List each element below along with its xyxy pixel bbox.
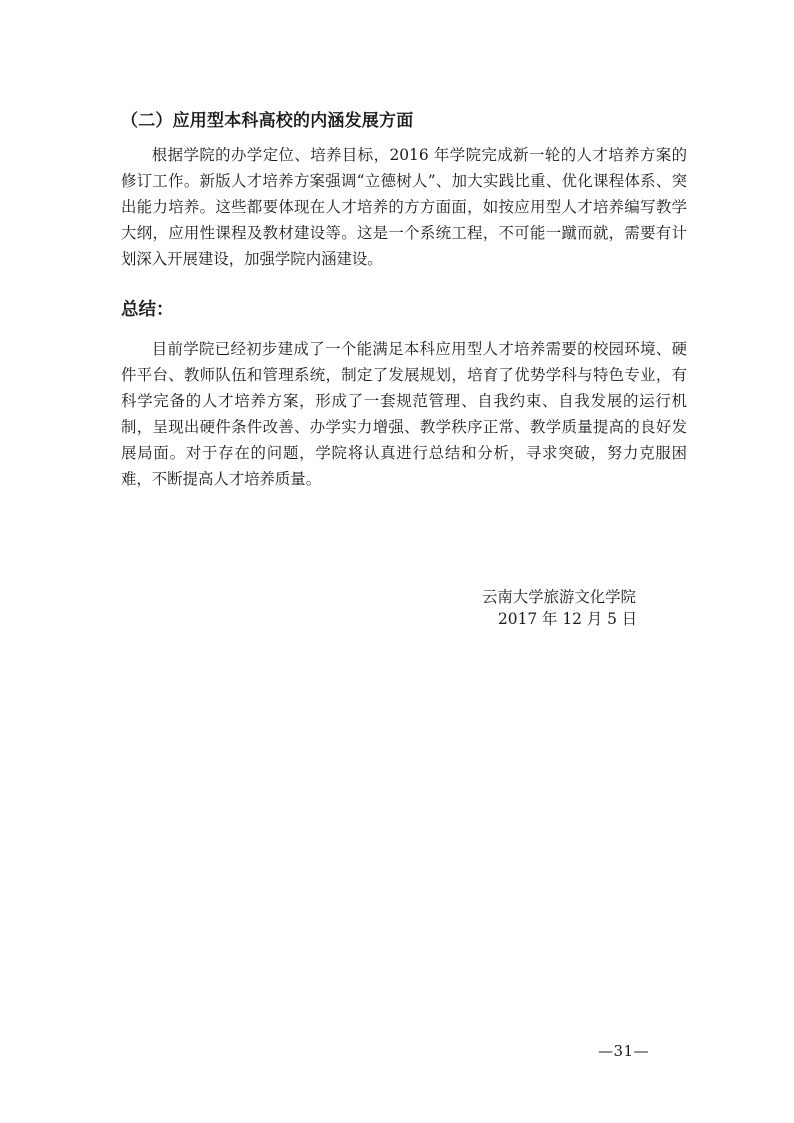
section-paragraph: 根据学院的办学定位、培养目标，2016 年学院完成新一轮的人才培养方案的修订工作。新版人才培养方案强调“立德树人”、加大实践比重、优化课程体系、突出能力培养。这些都要体现在人才培养的方方面面，如按应用型人才培养编写教学大纲，应用性课程及教材建设等。这是一个系统工程，不可能一蹴而就，需要有计划深入开展建设，加强学院内涵建设。 [121, 146, 687, 268]
page-number: —31— [598, 1042, 650, 1060]
section-heading: （二）应用型本科高校的内涵发展方面 [121, 111, 414, 131]
summary-paragraph: 目前学院已经初步建成了一个能满足本科应用型人才培养需要的校园环境、硬件平台、教师队伍和管理系统，制定了发展规划，培育了优势学科与特色专业，有科学完备的人才培养方案，形成了一套规范管理、自我约束、自我发展的运行机制，呈现出硬件条件改善、办学实力增强、教学秩序正常、教学质量提高的良好发展局面。对于存在的问题，学院将认真进行总结和分析，寻求突破，努力克服困难，不断提高人才培养质量。 [121, 340, 687, 488]
summary-heading: 总结： [121, 300, 174, 320]
signature-organization: 云南大学旅游文化学院 [482, 588, 636, 606]
signature-date: 2017 年 12 月 5 日 [498, 610, 638, 628]
signature-block [440, 586, 690, 630]
